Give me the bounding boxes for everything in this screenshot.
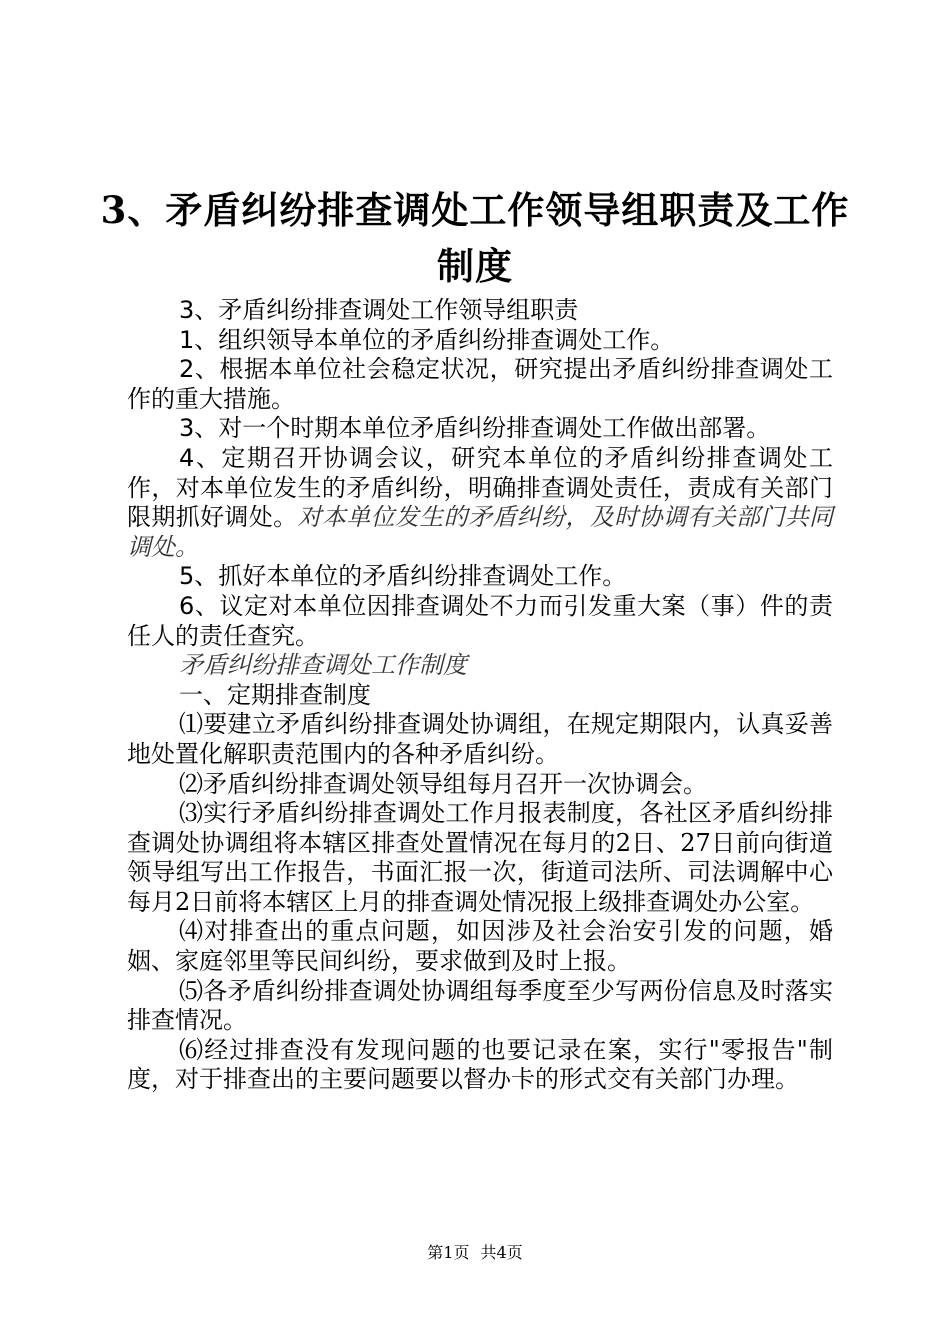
paragraph: 1、组织领导本单位的矛盾纠纷排查调处工作。 xyxy=(179,325,675,354)
list-item: ⑴要建立矛盾纠纷排查调处协调组，在规定期限内，认真妥善地处置化解职责范围内的各种矛盾纠纷。 xyxy=(127,710,833,768)
list-item: ⑷对排查出的重点问题，如因涉及社会治安引发的问题，婚姻、家庭邻里等民间纠纷，要求做到及时上报。 xyxy=(127,917,833,976)
document-title-line1: 3、矛盾纠纷排查调处工作领导组职责及工作 xyxy=(100,188,850,232)
page-footer xyxy=(0,1243,950,1263)
list-item: ⑵矛盾纠纷排查调处领导组每月召开一次协调会。 xyxy=(179,769,707,798)
list-item: ⑹经过排查没有发现问题的也要记录在案，实行"零报告"制度，对于排查出的主要问题要以督办卡的形式交有关部门办理。 xyxy=(127,1035,833,1094)
subsection-heading: 一、定期排查制度 xyxy=(179,680,371,709)
page-total: 共4页 xyxy=(480,1243,523,1262)
paragraph: 3、对一个时期本单位矛盾纠纷排查调处工作做出部署。 xyxy=(179,414,771,443)
document-title-line2: 制度 xyxy=(437,244,513,288)
paragraph: 2、根据本单位社会稳定状况，研究提出矛盾纠纷排查调处工作的重大措施。 xyxy=(127,355,833,413)
page-number: 第1页 xyxy=(427,1243,470,1262)
paragraph-appended-text: 对本单位发生的矛盾纠纷，及时协调有关部门共同调处。 xyxy=(127,503,833,561)
paragraph xyxy=(127,444,833,562)
document-body xyxy=(127,296,833,1095)
paragraph: 5、抓好本单位的矛盾纠纷排查调处工作。 xyxy=(179,562,627,591)
section-heading-duties: 3、矛盾纠纷排查调处工作领导组职责 xyxy=(179,296,579,324)
list-item: ⑸各矛盾纠纷排查调处协调组每季度至少写两份信息及时落实排查情况。 xyxy=(127,976,833,1035)
paragraph: 6、议定对本单位因排查调处不力而引发重大案（事）件的责任人的责任查究。 xyxy=(127,591,833,650)
paragraph-main-text: 4、定期召开协调会议，研究本单位的矛盾纠纷排查调处工作，对本单位发生的矛盾纠纷，明确排查调处责任，责成有关部门限期抓好调处。 xyxy=(127,443,833,532)
section-heading-system: 矛盾纠纷排查调处工作制度 xyxy=(179,651,467,680)
list-item: ⑶实行矛盾纠纷排查调处工作月报表制度，各社区矛盾纠纷排查调处协调组将本辖区排查处置情况在每月的2日、27日前向街道领导组写出工作报告，书面汇报一次，街道司法所、司法调解中心每月2日前将本辖区上月的排查调处情况报上级排查调处办公室。 xyxy=(127,799,833,916)
